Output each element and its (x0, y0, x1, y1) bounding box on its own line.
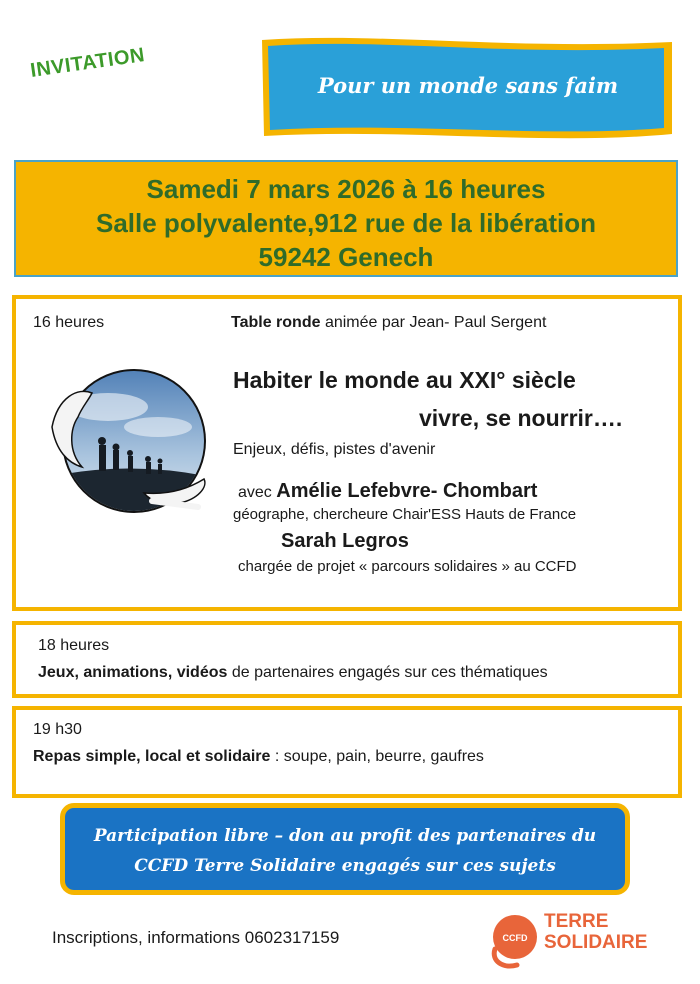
participation-line1: Participation libre – don au profit des partenaires du (93, 826, 597, 846)
session2-time: 18 heures (38, 637, 110, 654)
logo-badge-text: CCFD (502, 933, 528, 943)
session2-label: Jeux, animations, vidéos de partenaires engagés sur ces thématiques (38, 664, 548, 681)
session3-label: Repas simple, local et solidaire : soupe, pain, beurre, gaufres (33, 748, 484, 765)
round-table-title-line2: vivre, se nourrir…. (419, 405, 623, 431)
session3-time: 19 h30 (33, 721, 82, 738)
session-games (12, 621, 682, 698)
participation-box (60, 803, 630, 895)
speaker1-role: géographe, chercheure Chair'ESS Hauts de France (233, 506, 577, 523)
event-venue: Salle polyvalente,912 rue de la libération (96, 208, 596, 238)
speaker1-line: avec Amélie Lefebvre- Chombart (238, 480, 538, 502)
speaker2-name: Sarah Legros (281, 530, 409, 552)
session1-label: Table ronde animée par Jean- Paul Sergent (231, 314, 547, 331)
banner-slogan: Pour un monde sans faim (317, 73, 619, 98)
logo-wordmark: TERRE SOLIDAIRE (544, 911, 648, 953)
speaker2-role: chargée de projet « parcours solidaires » au CCFD (238, 558, 577, 575)
speaker1-name: Amélie Lefebvre- Chombart (276, 480, 538, 502)
event-details-box (14, 160, 678, 277)
invitation-label: INVITATION (28, 44, 147, 82)
round-table-subtitle: Enjeux, défis, pistes d'avenir (233, 441, 436, 458)
participation-line2: CCFD Terre Solidaire engagés sur ces sujets (134, 856, 556, 876)
session1-time: 16 heures (33, 314, 105, 331)
event-date: Samedi 7 mars 2026 à 16 heures (146, 174, 546, 204)
round-table-title: Habiter le monde au XXI° siècle (233, 367, 576, 393)
hands-globe-illustration (48, 367, 220, 515)
event-city: 59242 Genech (258, 242, 434, 272)
contact-info: Inscriptions, informations 0602317159 (52, 928, 340, 947)
